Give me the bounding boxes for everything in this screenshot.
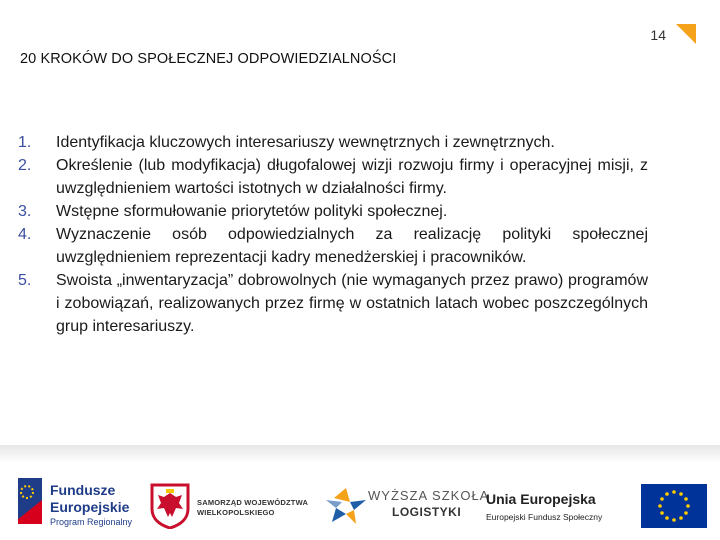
slide-title: 20 KROKÓW DO SPOŁECZNEJ ODPOWIEDZIALNOŚCI: [20, 51, 397, 67]
step-number: 4.: [18, 226, 32, 243]
steps-list: [18, 131, 648, 338]
list-item: [18, 223, 648, 269]
list-item: [18, 269, 648, 338]
fe-line1: Fundusze: [50, 482, 116, 498]
wsl-line1: WYŻSZA SZKOŁA: [368, 488, 490, 503]
list-item: [18, 200, 648, 223]
step-text: Wstępne sformułowanie priorytetów polityki społecznej.: [56, 203, 448, 220]
page-corner-mark-icon: [676, 24, 696, 44]
samorzad-line2: WIELKOPOLSKIEGO: [197, 508, 275, 517]
step-text: Określenie (lub modyfikacja) długofalowej wizji rozwoju firmy i operacyjnej misji, z uwzględnieniem wartości istotnych w działalności firmy.: [56, 157, 648, 197]
page-number: 14: [650, 27, 666, 43]
step-text: Identyfikacja kluczowych interesariuszy wewnętrznych i zewnętrznych.: [56, 134, 555, 151]
step-text: Wyznaczenie osób odpowiedzialnych za realizację polityki społecznej uwzględnieniem reprezentacji kadry menedżerskiej i pracowników.: [56, 226, 648, 266]
fe-line2: Europejskie: [50, 499, 130, 515]
step-number: 5.: [18, 272, 32, 289]
wsl-line2: LOGISTYKI: [392, 505, 462, 519]
wsl-logo: [368, 488, 489, 520]
fundusze-europejskie-logo: [50, 482, 132, 528]
samorzad-line1: SAMORZĄD WOJEWÓDZTWA: [197, 498, 309, 507]
step-number: 1.: [18, 134, 32, 151]
ue-line1: Unia Europejska: [486, 491, 596, 507]
wsl-star-mark-icon: [326, 488, 366, 524]
step-number: 3.: [18, 203, 32, 220]
eu-flag-icon: [641, 484, 707, 528]
fe-line3: Program Regionalny: [50, 517, 133, 527]
unia-europejska-logo: [486, 490, 602, 526]
samorzad-logo: [197, 498, 308, 518]
step-number: 2.: [18, 157, 32, 174]
ue-line2: Europejski Fundusz Społeczny: [486, 512, 603, 522]
list-item: [18, 154, 648, 200]
list-item: [18, 131, 648, 154]
wielkopolska-eagle-shield-icon: [150, 483, 190, 529]
fundusze-europejskie-flag-icon: [12, 478, 42, 524]
step-text: Swoista „inwentaryzacja” dobrowolnych (nie wymaganych przez prawo) programów i zobowiązań, realizowanych przez firmę w ostatnich latach wobec poszczególnych grup interesariuszy.: [56, 272, 648, 335]
